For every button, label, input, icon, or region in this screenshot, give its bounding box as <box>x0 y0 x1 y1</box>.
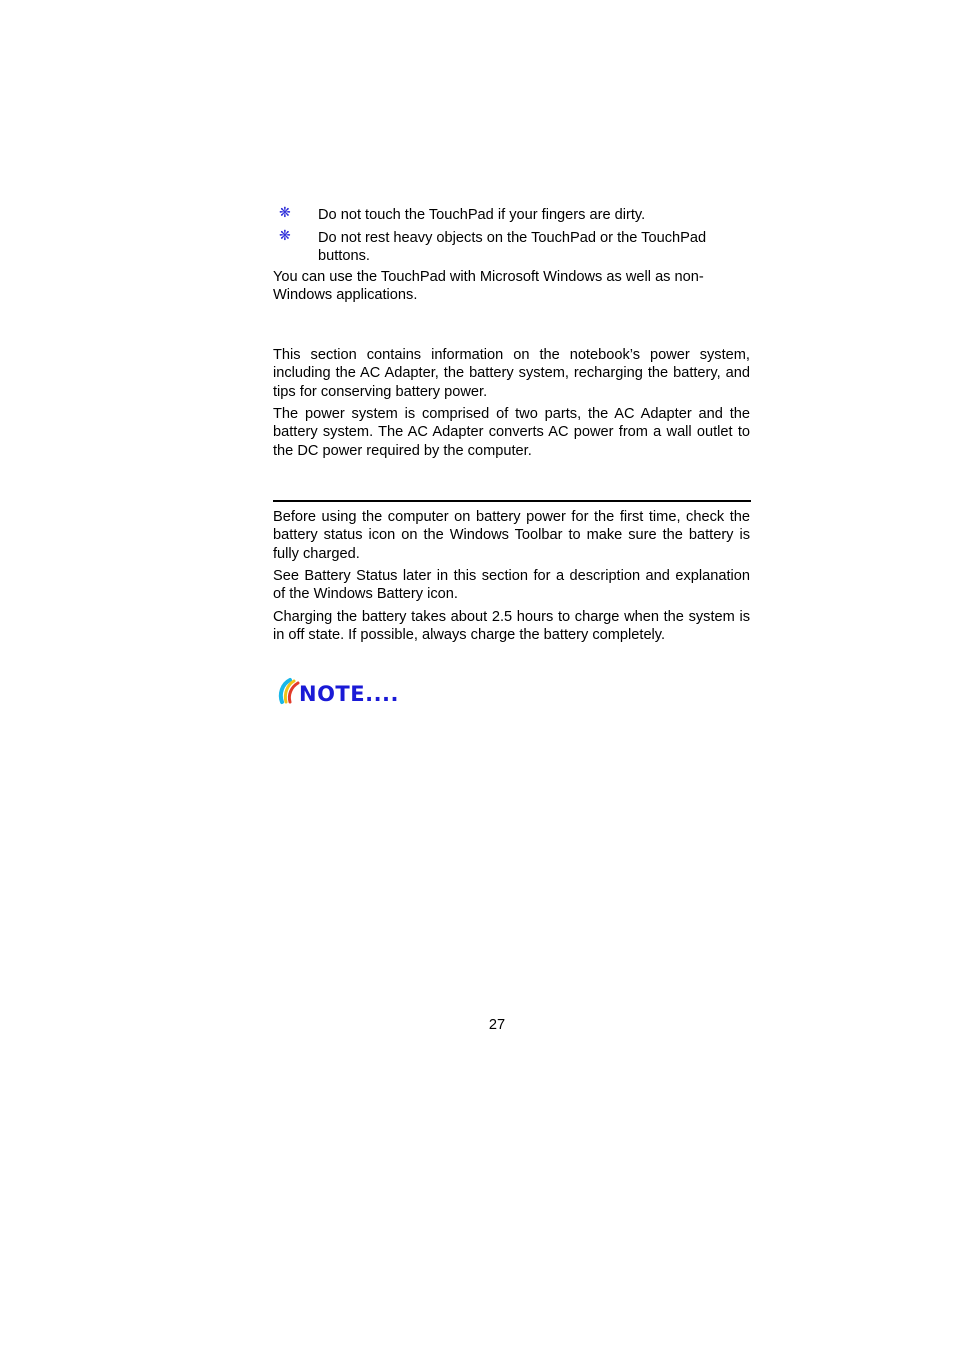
note-pen-icon <box>276 676 408 706</box>
note-logo <box>276 676 408 706</box>
section-divider <box>273 500 751 502</box>
page-number: 27 <box>488 1017 506 1033</box>
note-logo-text: NOTE.... <box>299 682 400 706</box>
power-parts-paragraph: The power system is comprised of two parts, the AC Adapter and the battery system. The AC Adapter converts AC power from a wall outlet to the DC power required by the computer. <box>273 406 750 459</box>
battery-check-paragraph: Before using the computer on battery power for the first time, check the battery status icon on the Windows Toolbar to make sure the battery is fully charged. <box>273 509 750 562</box>
snowflake-bullet-icon: ❋ <box>279 205 291 221</box>
bullet-item <box>273 206 750 226</box>
battery-status-paragraph: See Battery Status later in this section for a description and explanation of the Windows Battery icon. <box>273 568 750 603</box>
touchpad-paragraph: You can use the TouchPad with Microsoft Windows as well as non-Windows applications. <box>273 269 704 304</box>
battery-charging-paragraph: Charging the battery takes about 2.5 hours to charge when the system is in off state. If possible, always charge the battery completely. <box>273 609 750 644</box>
bullet-text: Do not rest heavy objects on the TouchPad or the TouchPad buttons. <box>318 230 707 265</box>
snowflake-bullet-icon: ❋ <box>279 228 291 244</box>
power-intro-paragraph: This section contains information on the notebook’s power system, including the AC Adapter, the battery system, recharging the battery, and tips for conserving battery power. <box>273 347 750 400</box>
bullet-text: Do not touch the TouchPad if your fingers are dirty. <box>318 207 646 223</box>
bullet-item <box>273 229 750 267</box>
